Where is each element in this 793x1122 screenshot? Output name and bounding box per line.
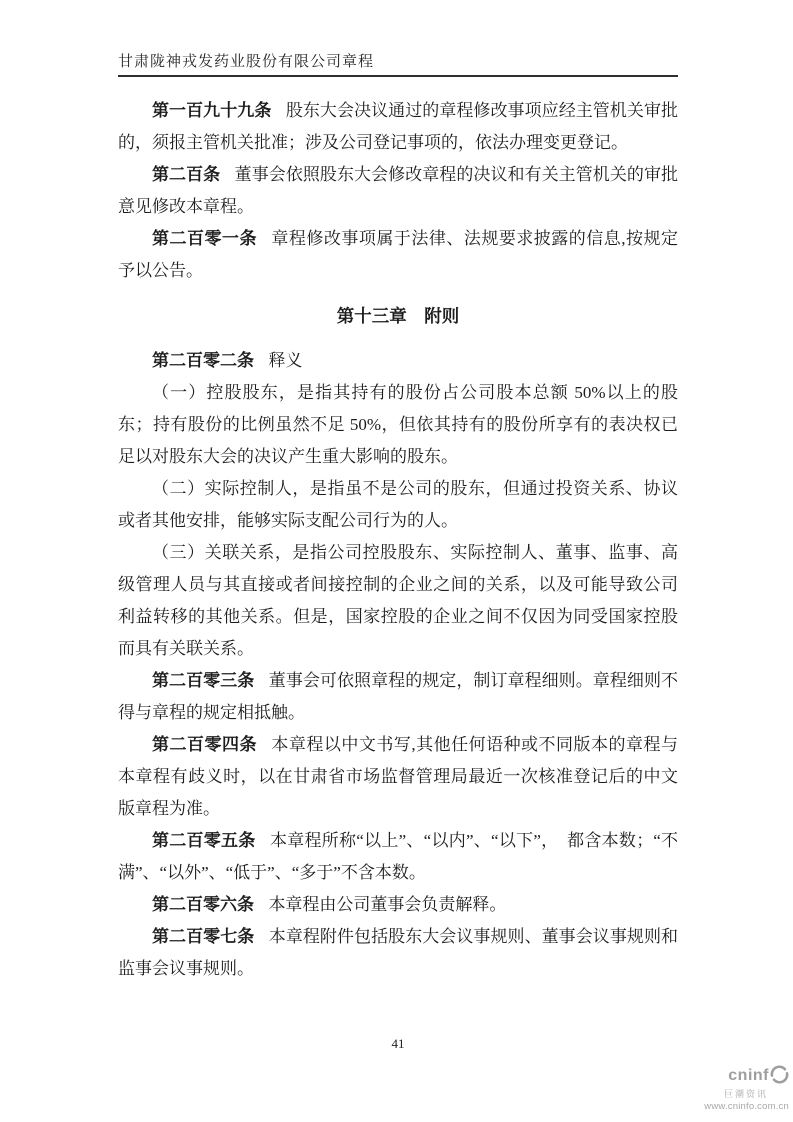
- article-text: 释义: [268, 351, 303, 370]
- article-text: （一）控股股东，是指其持有的股份占公司股本总额 50%以上的股东；持有股份的比例虽然不足 50%，但依其持有的股份所享有的表决权已足以对股东大会的决议产生重大影响的股东。: [118, 383, 678, 466]
- article-paragraph: [118, 921, 678, 985]
- definition-item: [118, 537, 678, 665]
- article-paragraph: [118, 889, 678, 921]
- article-number: 第二百零七条: [152, 927, 255, 946]
- document-title: 甘肃陇神戎发药业股份有限公司章程: [118, 54, 375, 70]
- article-number: 第二百零二条: [152, 351, 254, 370]
- chapter-heading: 第十三章 附则: [336, 306, 460, 326]
- cninfo-url: www.cninfo.com.cn: [704, 1100, 789, 1112]
- cninfo-logo-row: [695, 1065, 789, 1088]
- article-text: 本章程以中文书写,其他任何语种或不同版本的章程与本章程有歧义时，以在甘肃省市场监督管理局最近一次核准登记后的中文版章程为准。: [118, 735, 679, 818]
- article-number: 第二百零三条: [152, 671, 255, 690]
- article-text: 董事会依照股东大会修改章程的决议和有关主管机关的审批意见修改本章程。: [118, 165, 679, 216]
- article-number: 第二百零四条: [152, 735, 257, 754]
- article-text: 股东大会决议通过的章程修改事项应经主管机关审批的，须报主管机关批准；涉及公司登记事项的，依法办理变更登记。: [118, 101, 679, 152]
- article-text: 本章程所称“以上”、“以内”、“以下”， 都含本数；“不满”、“以外”、“低于”、“多于”不含本数。: [118, 831, 678, 882]
- article-text: 章程修改事项属于法律、法规要求披露的信息,按规定予以公告。: [118, 229, 679, 280]
- article-paragraph: [118, 665, 678, 729]
- article-number: 第二百零五条: [152, 831, 256, 850]
- article-number: 第二百条: [152, 165, 221, 184]
- article-text: 本章程由公司董事会负责解释。: [268, 895, 507, 914]
- article-paragraph: [118, 729, 678, 825]
- definition-item: [118, 473, 678, 537]
- article-text: 董事会可依照章程的规定，制订章程细则。章程细则不得与章程的规定相抵触。: [118, 671, 679, 722]
- page-number: 41: [391, 1036, 405, 1051]
- article-text: （二）实际控制人，是指虽不是公司的股东，但通过投资关系、协议或者其他安排，能够实际支配公司行为的人。: [118, 479, 678, 530]
- cninfo-brand-text: cninf: [728, 1067, 769, 1084]
- article-number: 第一百九十九条: [152, 101, 272, 120]
- article-text: （三）关联关系，是指公司控股股东、实际控制人、董事、监事、高级管理人员与其直接或者间接控制的企业之间的关系，以及可能导致公司利益转移的其他关系。但是，国家控股的企业之间不仅因为同受国家控股而具有关联关系。: [118, 543, 678, 658]
- cninfo-chinese-name: 巨潮资讯: [723, 1088, 768, 1099]
- cninfo-logo: [695, 1065, 789, 1112]
- article-paragraph: [118, 95, 678, 159]
- article-paragraph: [118, 345, 678, 377]
- article-paragraph: [118, 159, 678, 223]
- article-paragraph: [118, 825, 678, 889]
- cninfo-swirl-icon: [770, 1065, 789, 1088]
- article-text: 本章程附件包括股东大会议事规则、董事会议事规则和监事会议事规则。: [118, 927, 679, 978]
- article-number: 第二百零一条: [152, 229, 257, 248]
- document-body: [118, 95, 678, 985]
- page-header: [118, 50, 678, 77]
- article-number: 第二百零六条: [152, 895, 254, 914]
- article-paragraph: [118, 223, 678, 287]
- definition-item: [118, 377, 678, 473]
